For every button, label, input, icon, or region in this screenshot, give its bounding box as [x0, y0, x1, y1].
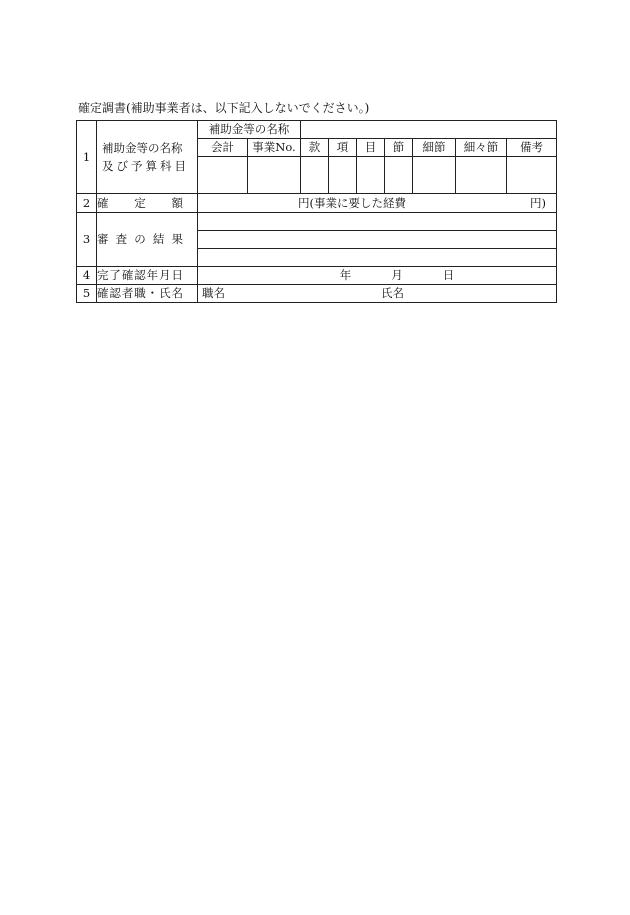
budget-field[interactable]	[301, 157, 329, 194]
approver-field[interactable]	[198, 285, 557, 303]
confirmed-amount-field[interactable]	[198, 194, 557, 213]
budget-field[interactable]	[357, 157, 385, 194]
budget-field[interactable]	[456, 157, 507, 194]
amount-prefix: 円(事業に要した経費	[298, 195, 406, 210]
approver-label: 確認者職・氏名	[97, 285, 198, 303]
col-header: 項	[329, 139, 357, 157]
review-result-label: 審 査 の 結 果	[97, 213, 198, 267]
year-label: 年	[339, 268, 352, 282]
form-title: 確定調書(補助事業者は、以下記入しないでください。)	[78, 101, 370, 115]
budget-field[interactable]	[413, 157, 456, 194]
amount-suffix: 円)	[530, 195, 547, 210]
confirmed-amount-label: 確 定 額	[97, 194, 198, 213]
col-header: 款	[301, 139, 329, 157]
review-result-line-1[interactable]	[198, 213, 557, 231]
col-header: 事業No.	[248, 139, 301, 157]
row-number: 2	[77, 194, 97, 213]
budget-field[interactable]	[198, 157, 248, 194]
subsidy-name-header: 補助金等の名称	[198, 121, 301, 139]
review-result-line-2[interactable]	[198, 231, 557, 249]
col-header: 節	[385, 139, 413, 157]
confirmation-form-table	[76, 120, 557, 303]
col-header: 目	[357, 139, 385, 157]
col-header: 備考	[507, 139, 557, 157]
budget-field[interactable]	[248, 157, 301, 194]
subsidy-name-field[interactable]	[301, 121, 557, 139]
review-result-line-3[interactable]	[198, 249, 557, 267]
budget-field[interactable]	[385, 157, 413, 194]
row-number: 1	[77, 121, 97, 194]
completion-date-field[interactable]	[198, 267, 557, 285]
budget-field[interactable]	[507, 157, 557, 194]
month-label: 月	[391, 268, 403, 282]
budget-label-line1: 補助金等の名称	[102, 141, 183, 155]
row-number: 5	[77, 285, 97, 303]
name-label: 氏名	[381, 286, 404, 300]
completion-date-label: 完了確認年月日	[97, 267, 198, 285]
col-header: 会計	[198, 139, 248, 157]
budget-label-line2: 及び予算科目	[102, 159, 189, 173]
col-header: 細節	[413, 139, 456, 157]
position-label: 職名	[202, 286, 225, 300]
row-number: 3	[77, 213, 97, 267]
row-number: 4	[77, 267, 97, 285]
budget-field[interactable]	[329, 157, 357, 194]
day-label: 日	[442, 268, 455, 282]
budget-label-cell	[97, 121, 198, 194]
col-header: 細々節	[456, 139, 507, 157]
